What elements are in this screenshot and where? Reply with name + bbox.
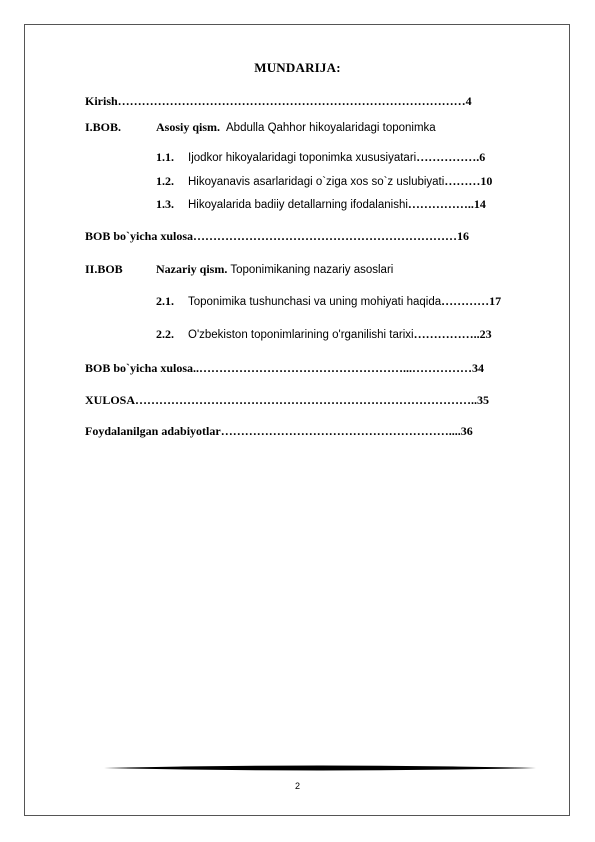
toc-entry-1-1 <box>156 150 485 165</box>
entry-number: 1.1. <box>156 150 174 164</box>
chapter-2-heading: Nazariy qism. <box>156 262 228 276</box>
toc-entry-2-1 <box>156 294 501 309</box>
entry-page: ………10 <box>444 174 493 188</box>
toc-entry-1-3 <box>156 197 486 212</box>
toc-entry-bob2-summary: BOB bo`yicha xulosa..……………………………………………...……………34 <box>85 361 485 375</box>
toc-entry-2-2 <box>156 327 492 342</box>
entry-page: ……………..23 <box>413 327 492 341</box>
toc-entry-adabiyotlar: Foydalanilgan adabiyotlar…………………………………………………....36 <box>85 424 473 438</box>
toc-entry-kirish: Kirish……………………………………………………………………………4 <box>85 94 472 108</box>
chapter-2-label: II.BOB <box>85 262 123 276</box>
toc-title: MUNDARIJA: <box>254 60 341 75</box>
toc-entry-1-2 <box>156 174 492 189</box>
chapter-1-label: I.BOB. <box>85 120 122 134</box>
entry-number: 1.2. <box>156 174 174 188</box>
entry-text: O'zbekiston toponimlarining o'rganilishi tarixi <box>188 329 414 341</box>
chapter-1-heading: Asosiy qism. <box>156 120 221 134</box>
toc-entry-bob1-summary: BOB bo`yicha xulosa…………………………………………………………16 <box>85 229 470 243</box>
entry-number: 2.1. <box>156 294 174 308</box>
page-border <box>24 24 570 816</box>
entry-text: Hikoyanavis asarlaridagi o`ziga xos so`z uslubiyati <box>188 176 445 188</box>
toc-chapter-1 <box>85 120 436 135</box>
footer-divider <box>104 764 536 772</box>
entry-number: 1.3. <box>156 197 174 211</box>
entry-page: …………17 <box>441 294 502 308</box>
entry-text: Ijodkor hikoyalaridagi toponimka xususiyatari <box>188 152 417 164</box>
toc-entry-xulosa: XULOSA…………………………………………………………………………..35 <box>85 393 490 407</box>
entry-page: …………….6 <box>416 150 486 164</box>
chapter-2-text: Toponimikaning nazariy asoslari <box>230 264 394 276</box>
entry-number: 2.2. <box>156 327 174 341</box>
chapter-1-text: Abdulla Qahhor hikoyalaridagi toponimka <box>226 122 436 134</box>
page-number: 2 <box>294 781 300 791</box>
entry-page: ……………..14 <box>407 197 486 211</box>
entry-text: Toponimika tushunchasi va uning mohiyati haqida <box>188 296 442 308</box>
entry-text: Hikoyalarida badiiy detallarning ifodalanishi <box>188 199 408 211</box>
toc-chapter-2 <box>85 262 393 277</box>
